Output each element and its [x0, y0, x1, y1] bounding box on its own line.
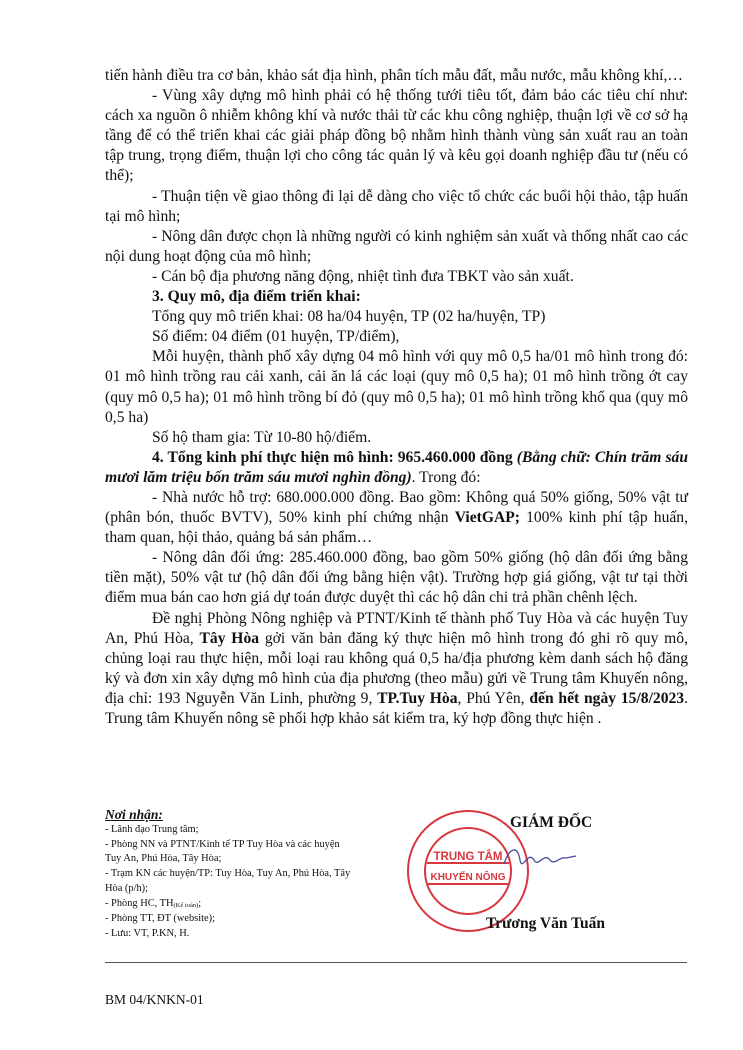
section-heading-3: 3. Quy mô, địa điểm triển khai:: [152, 288, 361, 306]
total-cost-in-words: (Bằng chữ: Chín trăm sáu mươi lăm triệu bốn trăm sáu mươi nghìn đồng): [105, 448, 688, 486]
paragraph-farmer-contribution: - Nông dân đối ứng: 285.460.000 đồng, bao gồm 50% giống (hộ dân đối ứng bằng tiền mặt), 50% vật tư (hộ dân đối ứng bằng hiện vật). Trường hợp giá giống, vật tư tại thời điểm mua bán cao hơn giá dự toán được duyệt thì các hộ dân chi trả phần chênh lệch.: [105, 549, 688, 607]
paragraph-transport: - Thuận tiện về giao thông đi lại dễ dàng cho việc tổ chức các buổi hội thảo, tập huấn tại mô hình;: [105, 187, 688, 225]
paragraph-farmers: - Nông dân được chọn là những người có kinh nghiệm sản xuất và thống nhất cao các nội dung hoạt động của mô hình;: [105, 227, 688, 265]
document-body: [105, 66, 688, 729]
recipient-item: - Trạm KN các huyện/TP: Tuy Hòa, Tuy An, Phú Hòa, Tây Hòa (p/h);: [105, 868, 351, 894]
paragraph-points: Số điểm: 04 điểm (01 huyện, TP/điểm),: [152, 328, 400, 346]
recipient-item: - Lưu: VT, P.KN, H.: [105, 927, 190, 939]
recipient-item: - Phòng HC, $TH_{(Kế toán)}$;: [105, 897, 202, 909]
paragraph-officials: - Cán bộ địa phương năng động, nhiệt tình đưa TBKT vào sản xuất.: [152, 267, 574, 285]
handwritten-signature-icon: [500, 838, 580, 878]
paragraph-state-support: - Nhà nước hỗ trợ: 680.000.000 đồng. Bao gồm: Không quá 50% giống, 50% vật tư (phân bón, thuốc BVTV), 50% kinh phí chứng nhận VietGAP; 100% kinh phí tập huấn, tham quan, hội thảo, quảng bá sản phẩm…: [105, 488, 688, 547]
paragraph-total-scale: Tổng quy mô triển khai: 08 ha/04 huyện, TP (02 ha/huyện, TP): [152, 308, 546, 326]
signer-title: GIÁM ĐỐC: [510, 814, 593, 831]
recipient-item: - Phòng TT, ĐT (website);: [105, 913, 215, 925]
paragraph-survey: tiến hành điều tra cơ bản, khảo sát địa hình, phân tích mẫu đất, mẫu nước, mẫu không khí,…: [105, 67, 683, 84]
recipients-block: [105, 806, 355, 942]
section-heading-4: [105, 448, 688, 488]
seal-top-text: TRUNG TÂM: [433, 851, 503, 863]
recipient-item: - Lãnh đạo Trung tâm;: [105, 824, 199, 835]
paragraph-households: Số hộ tham gia: Từ 10-80 hộ/điểm.: [152, 428, 372, 446]
deadline: đến hết ngày 15/8/2023: [529, 689, 685, 707]
signer-name: Trương Văn Tuấn: [486, 915, 605, 932]
footer-divider: [105, 962, 687, 963]
recipient-item: - Phòng NN và PTNT/Kinh tế TP Tuy Hòa và các huyện Tuy An, Phú Hòa, Tây Hòa;: [105, 838, 340, 865]
total-cost-tail: . Trong đó:: [411, 468, 481, 486]
paragraph-irrigation: - Vùng xây dựng mô hình phải có hệ thống tưới tiêu tốt, đảm bảo các tiêu chí như: cách xa nguồn ô nhiễm không khí và nước thải từ các khu công nghiệp, thuận lợi về cơ sở hạ tầng để có thể triển khai các giải pháp đồng bộ nhằm hình thành vùng sản xuất rau an toàn tập trung, trọng điểm, thuận lợi cho công tác quản lý và kêu gọi doanh nghiệp đầu tư (nếu có thể);: [105, 87, 688, 185]
seal-bottom-text: KHUYẾN NÔNG: [430, 872, 506, 883]
total-cost: 4. Tổng kinh phí thực hiện mô hình: 965.460.000 đồng: [152, 448, 513, 466]
recipients-heading: Nơi nhận:: [105, 807, 163, 822]
paragraph-models: Mỗi huyện, thành phố xây dựng 04 mô hình với quy mô 0,5 ha/01 mô hình trong đó: 01 mô hình trồng rau cải xanh, cải ăn lá các loại (quy mô 0,5 ha); 01 mô hình trồng ớt cay (quy mô 0,5 ha); 01 mô hình trồng bí đỏ (quy mô 0,5 ha); 01 mô hình trồng khổ qua (quy mô 0,5 ha): [105, 348, 688, 426]
form-code: BM 04/KNKN-01: [105, 992, 204, 1007]
paragraph-request: Đề nghị Phòng Nông nghiệp và PTNT/Kinh tế thành phố Tuy Hòa và các huyện Tuy An, Phú Hòa, Tây Hòa gởi văn bản đăng ký thực hiện mô hình trong đó ghi rõ quy mô, chủng loại rau thực hiện, mỗi loại rau không quá 0,5 ha/địa phương kèm danh sách hộ đăng ký và đơn xin xây dựng mô hình của địa phương (theo mẫu) gửi về Trung tâm Khuyến nông, địa chỉ: 193 Nguyễn Văn Linh, phường 9, TP.Tuy Hòa, Phú Yên, đến hết ngày 15/8/2023. Trung tâm Khuyến nông sẽ phối hợp khảo sát kiểm tra, ký hợp đồng thực hiện .: [105, 609, 689, 727]
